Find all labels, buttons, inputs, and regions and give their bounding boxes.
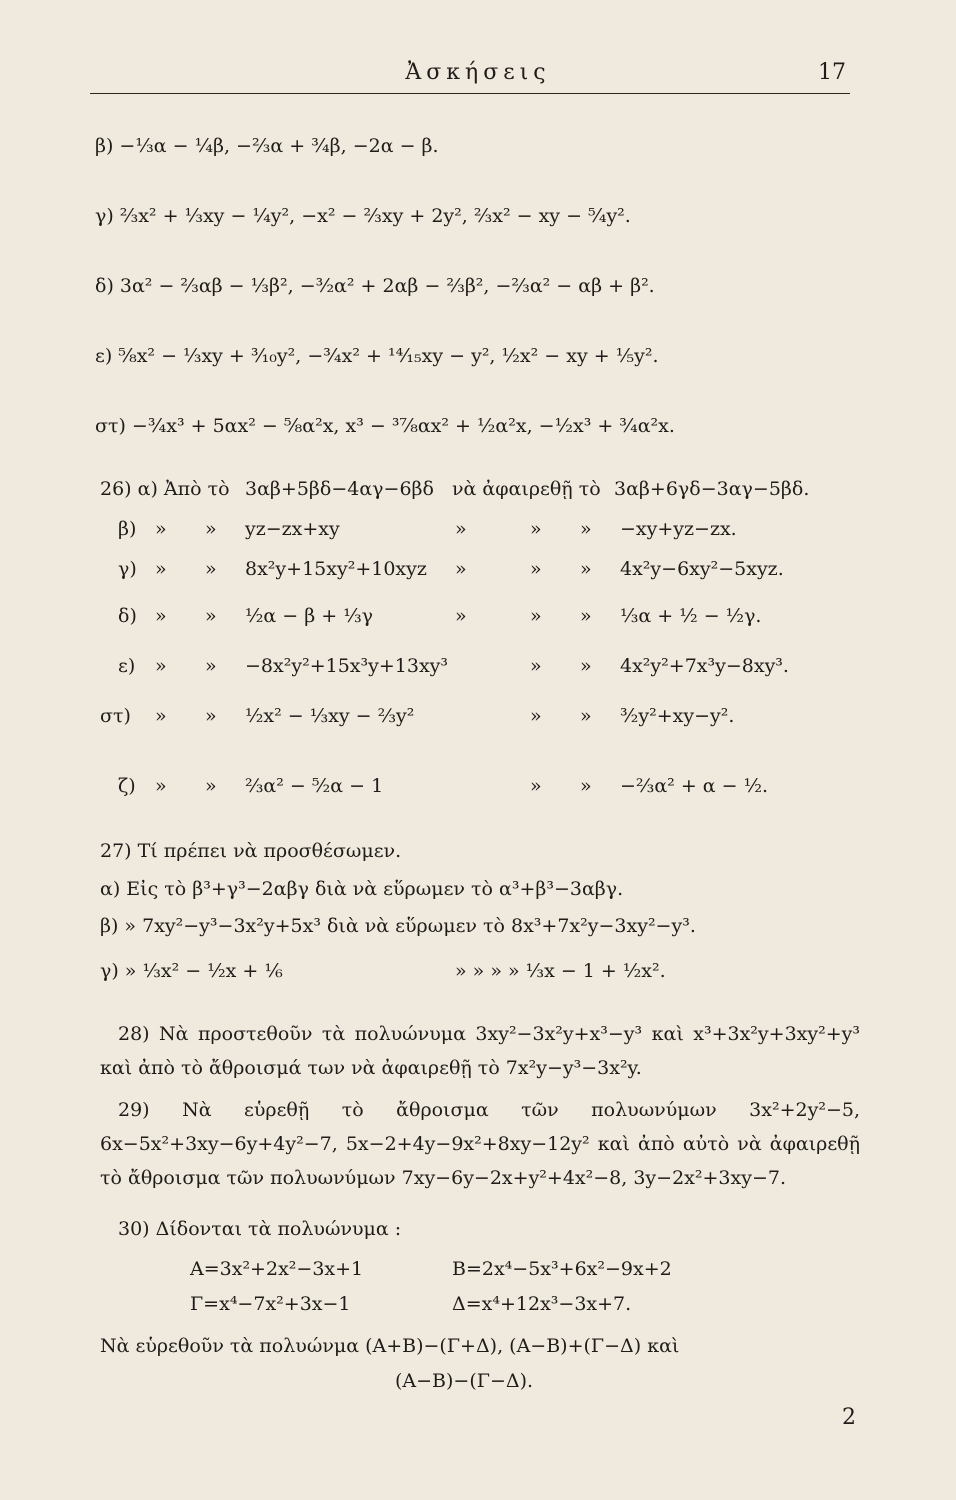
- ex27-item-a: α) Εἰς τὸ β³+γ³−2αβγ διὰ νὰ εὕρωμεν τὸ α³+β³−3αβγ.: [100, 878, 624, 900]
- ex26-a-verb: νὰ ἀφαιρεθῇ τὸ: [452, 478, 601, 500]
- ex25-item-e: ε) ⁵⁄₈x² − ¹⁄₃xy + ³⁄₁₀y², −³⁄₄x² + ¹⁴⁄₁₅xy − y², ¹⁄₂x² − xy + ¹⁄₅y².: [95, 345, 659, 367]
- ex27-item-b: β) » 7xy²−y³−3x²y+5x³ διὰ νὰ εὕρωμεν τὸ 8x³+7x²y−3xy²−y³.: [100, 915, 696, 937]
- running-header-title: Ἀσκήσεις: [405, 60, 551, 85]
- ex27-item-c-right: » » » » ⅓x − 1 + ½x².: [455, 960, 666, 982]
- ex25-item-b: β) −¹⁄₃α − ¹⁄₄β, −²⁄₃α + ³⁄₄β, −2α − β.: [95, 135, 439, 157]
- ex30-task-line1: Νὰ εὑρεθοῦν τὰ πολυώνμα (Α+Β)−(Γ+Δ), (Α−Β)+(Γ−Δ) καὶ: [100, 1335, 680, 1357]
- poly-G: Γ=x⁴−7x²+3x−1: [190, 1293, 351, 1315]
- poly-B: Β=2x⁴−5x³+6x²−9x+2: [452, 1258, 672, 1280]
- ex29-text: 29) Νὰ εὑρεθῇ τὸ ἄθροισμα τῶν πολυωνύμων 3x²+2y²−5, 6x−5x²+3xy−6y+4y²−7, 5x−2+4y−9x²+8xy−12y² καὶ ἀπὸ αὐτὸ νὰ ἀφαιρεθῇ τὸ ἄθροισμα τῶν πολυωνύμων 7xy−6y−2x+y²+4x²−8, 3y−2x²+3xy−7.: [100, 1099, 860, 1189]
- ex30-task-line2: (Α−Β)−(Γ−Δ).: [395, 1370, 534, 1392]
- page-number: 17: [818, 60, 846, 85]
- ex26-a-from: 3αβ+5βδ−4αγ−6βδ: [245, 478, 434, 500]
- ex25-item-g: γ) ²⁄₃x² + ¹⁄₃xy − ¹⁄₄y², −x² − ²⁄₃xy + 2y², ²⁄₃x² − xy − ⁵⁄₄y².: [95, 205, 631, 227]
- corner-mark: 2: [842, 1405, 856, 1430]
- ex28-text: 28) Νὰ προστεθοῦν τὰ πολυώνυμα 3xy²−3x²y+x³−y³ καὶ x³+3x²y+3xy²+y³ καὶ ἀπὸ τὸ ἄθροισμά των νὰ ἀφαιρεθῇ τὸ 7x²y−y³−3x²y.: [100, 1023, 860, 1079]
- poly-A: Α=3x²+2x²−3x+1: [190, 1258, 364, 1280]
- ex26-a-sub: 3αβ+6γδ−3αγ−5βδ.: [614, 478, 810, 500]
- poly-D: Δ=x⁴+12x³−3x+7.: [452, 1293, 632, 1315]
- ex27-item-c-left: γ) » ⅓x² − ½x + ⅙: [100, 960, 283, 982]
- ex27-title: 27) Τί πρέπει νὰ προσθέσωμεν.: [100, 840, 402, 862]
- ex25-item-d: δ) 3α² − ²⁄₃αβ − ¹⁄₃β², −³⁄₂α² + 2αβ − ²⁄₃β², −²⁄₃α² − αβ + β².: [95, 275, 655, 297]
- ex25-item-st: στ) −³⁄₄x³ + 5αx² − ⁵⁄₈α²x, x³ − ³⁷⁄₈αx² + ¹⁄₂α²x, −¹⁄₂x³ + ³⁄₄α²x.: [95, 415, 675, 437]
- header-rule: [90, 93, 850, 94]
- book-page: Ἀσκήσεις 17 β) −¹⁄₃α − ¹⁄₄β, −²⁄₃α + ³⁄₄β, −2α − β. γ) ²⁄₃x² + ¹⁄₃xy − ¹⁄₄y², −x² − ²⁄₃xy + 2y², ²⁄₃x² − xy − ⁵⁄₄y². δ) 3α² − ²⁄₃αβ − ¹⁄₃β², −³⁄₂α² + 2αβ − ²⁄₃β², −²⁄₃α² − αβ + β². ε) ⁵⁄₈x² − ¹⁄₃xy + ³⁄₁₀y², −³⁄₄x² + ¹⁴⁄₁₅xy − y², ¹⁄₂x² − xy + ¹⁄₅y². στ) −³⁄₄x³ + 5αx² − ⁵⁄₈α²x, x³ − ³⁷⁄₈αx² + ¹⁄₂α²x, −¹⁄₂x³ + ³⁄₄α²x. 26) α) Ἀπὸ τὸ 3αβ+5βδ−4αγ−6βδ νὰ ἀφαιρεθῇ τὸ 3αβ+6γδ−3αγ−5βδ. β) » » yz−zx+xy » » » −xy+yz−zx. γ) » » 8x²y+15xy²+10xyz » » » 4x²y−6xy²−5xyz. δ) » » ½α − β + ⅓γ » » » ⅓α + ½ − ½γ. ε) » » −8x²y²+15x³y+13xy³ » » 4x²y²+7x³y−8xy³. στ) » » ½x² − ⅓xy − ⅔y² » » ³⁄₂y²+xy−y². ζ) » » ⅔α² − ⁵⁄₂α − 1 » » −⅔α² + α − ½. 27) Τί πρέπει νὰ προσθέσωμεν. α) Εἰς τὸ β³+γ³−2αβγ διὰ νὰ εὕρωμεν τὸ α³+β³−3αβγ. β) » 7xy²−y³−3x²y+5x³ διὰ νὰ εὕρωμεν τὸ 8x³+7x²y−3xy²−y³. γ) » ⅓x² − ½x + ⅙ » » » » ⅓x − 1 + ½x². 28) Νὰ προστεθοῦν τὰ πολυώνυμα 3xy²−3x²y+x³−y³ καὶ x³+3x²y+3xy²+y³ καὶ ἀπὸ τὸ ἄθροισμά των νὰ ἀφαιρεθῇ τὸ 7x²y−y³−3x²y. 29) Νὰ εὑρεθῇ τὸ ἄθροισμα τῶν πολυωνύμων 3x²+2y²−5, 6x−5x²+3xy−6y+4y²−7, 5x−2+4y−9x²+8xy−12y² καὶ ἀπὸ αὐτὸ νὰ ἀφαιρεθῇ τὸ ἄθροισμα τῶν πολυωνύμων 7xy−6y−2x+y²+4x²−8, 3y−2x²+3xy−7. 30) Δίδονται τὰ πολυώνυμα : Α=3x²+2x²−3x+1 Β=2x⁴−5x³+6x²−9x+2 Γ=x⁴−7x²+3x−1 Δ=x⁴+12x³−3x+7. Νὰ εὑρεθοῦν τὰ πολυώνμα (Α+Β)−(Γ+Δ), (Α−Β)+(Γ−Δ) καὶ (Α−Β)−(Γ−Δ). 2: [0, 0, 956, 1500]
- ex26-label: 26) α) Ἀπὸ τὸ: [100, 478, 230, 500]
- ex30-title: 30) Δίδονται τὰ πολυώνυμα :: [118, 1218, 402, 1240]
